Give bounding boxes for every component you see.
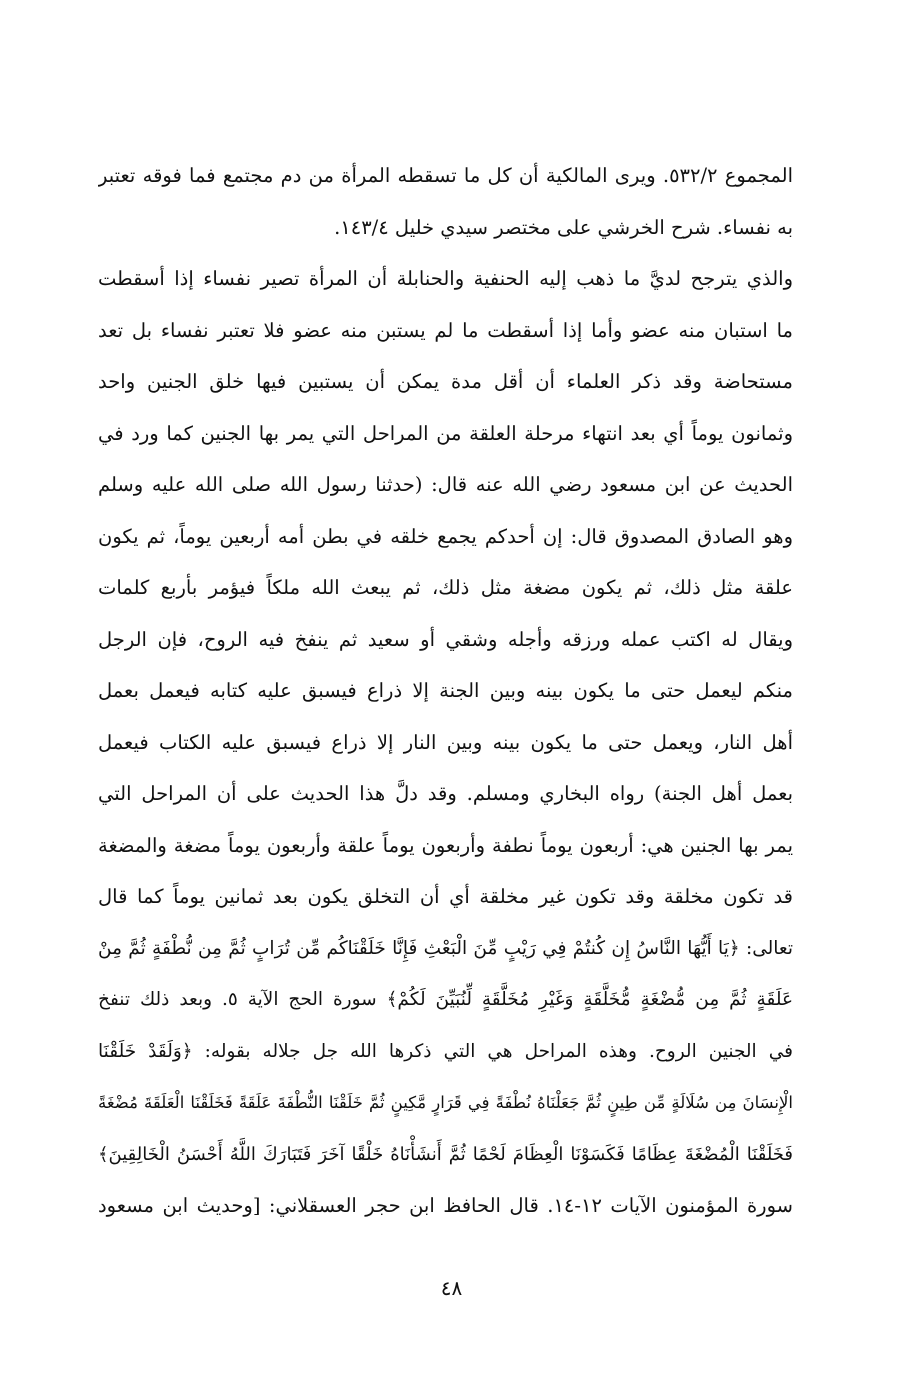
text-line-14: يمر بها الجنين هي: أربعون يوماً نطفة وأربعون يوماً علقة وأربعون يوماً مضغة والمضغة	[98, 833, 793, 857]
text-line-2: به نفساء. شرح الخرشي على مختصر سيدي خليل ١٤٣/٤.	[334, 215, 793, 239]
text-line-6: وثمانون يوماً أي بعد انتهاء مرحلة العلقة من المراحل التي يمر بها الجنين كما ورد في	[98, 421, 793, 445]
text-line-4: ما استبان منه عضو وأما إذا أسقطت ما لم يستبن منه عضو فلا تعتبر نفساء بل تعد	[98, 318, 793, 342]
text-line-1: المجموع ٥٣٢/٢. ويرى المالكية أن كل ما تسقطه المرأة من دم مجتمع فما فوقه تعتبر	[98, 164, 793, 187]
text-line-11: منكم ليعمل حتى ما يكون بينه وبين الجنة إلا ذراع فيسبق عليه كتابه فيعمل بعمل	[98, 679, 793, 702]
quran-verse-line-4: الْإِنسَانَ مِن سُلَالَةٍ مِّن طِينٍ ثُمَّ جَعَلْنَاهُ نُطْفَةً فِي قَرَارٍ مَّكِينٍ ثُمَّ خَلَقْنَا النُّطْفَةَ عَلَقَةً فَخَلَقْنَا الْعَلَقَةَ مُضْغَةً	[98, 1093, 793, 1112]
text-line-12: أهل النار، ويعمل حتى ما يكون بينه وبين النار إلا ذراع فيسبق عليه الكتاب فيعمل	[98, 730, 793, 754]
text-line-5: مستحاضة وقد ذكر العلماء أن أقل مدة يمكن أن يستبين فيها خلق الجنين واحد	[98, 370, 793, 393]
text-line-21: سورة المؤمنون الآيات ١٢-١٤. قال الحافظ ابن حجر العسقلاني: [وحديث ابن مسعود	[98, 1194, 793, 1217]
quran-verse-line-2: عَلَقَةٍ ثُمَّ مِن مُّضْغَةٍ مُّخَلَّقَةٍ وَغَيْرِ مُخَلَّقَةٍ لِّنُبَيِّنَ لَكُمْ﴾ سورة الحج الآية ٥. وبعد ذلك تنفخ	[98, 989, 793, 1010]
quran-verse-line-1: تعالى: ﴿يَا أَيُّهَا النَّاسُ إِن كُنتُمْ فِي رَيْبٍ مِّنَ الْبَعْثِ فَإِنَّا خَلَقْنَاكُم مِّن تُرَابٍ ثُمَّ مِن نُّطْفَةٍ ثُمَّ مِنْ	[98, 937, 793, 959]
text-line-15: قد تكون مخلقة وقد تكون غير مخلقة أي أن التخلق يكون بعد ثمانين يوماً كما قال	[98, 885, 793, 908]
body-text	[98, 150, 793, 1232]
page-number: ٤٨	[440, 1276, 463, 1300]
text-line-9: علقة مثل ذلك، ثم يكون مضغة مثل ذلك، ثم يبعث الله ملكاً فيؤمر بأربع كلمات	[98, 576, 793, 599]
text-line-7: الحديث عن ابن مسعود رضي الله عنه قال: (حدثنا رسول الله صلى الله عليه وسلم	[98, 473, 793, 496]
text-line-8: وهو الصادق المصدوق قال: إن أحدكم يجمع خلقه في بطن أمه أربعين يوماً، ثم يكون	[98, 524, 793, 548]
text-line-13: بعمل أهل الجنة) رواه البخاري ومسلم. وقد دلَّ هذا الحديث على أن المراحل التي	[98, 782, 793, 805]
quran-verse-line-5: فَخَلَقْنَا الْمُضْغَةَ عِظَامًا فَكَسَوْنَا الْعِظَامَ لَحْمًا ثُمَّ أَنشَأْنَاهُ خَلْقًا آخَرَ فَتَبَارَكَ اللَّهُ أَحْسَنُ الْخَالِقِينَ﴾	[98, 1143, 793, 1165]
quran-verse-line-3: في الجنين الروح. وهذه المراحل هي التي ذكرها الله جل جلاله بقوله: ﴿وَلَقَدْ خَلَقْنَا	[98, 1040, 793, 1062]
text-line-10: ويقال له اكتب عمله ورزقه وأجله وشقي أو سعيد ثم ينفخ فيه الروح، فإن الرجل	[98, 627, 793, 651]
text-line-3: والذي يترجح لديَّ ما ذهب إليه الحنفية والحنابلة أن المرأة تصير نفساء إذا أسقطت	[98, 267, 793, 290]
